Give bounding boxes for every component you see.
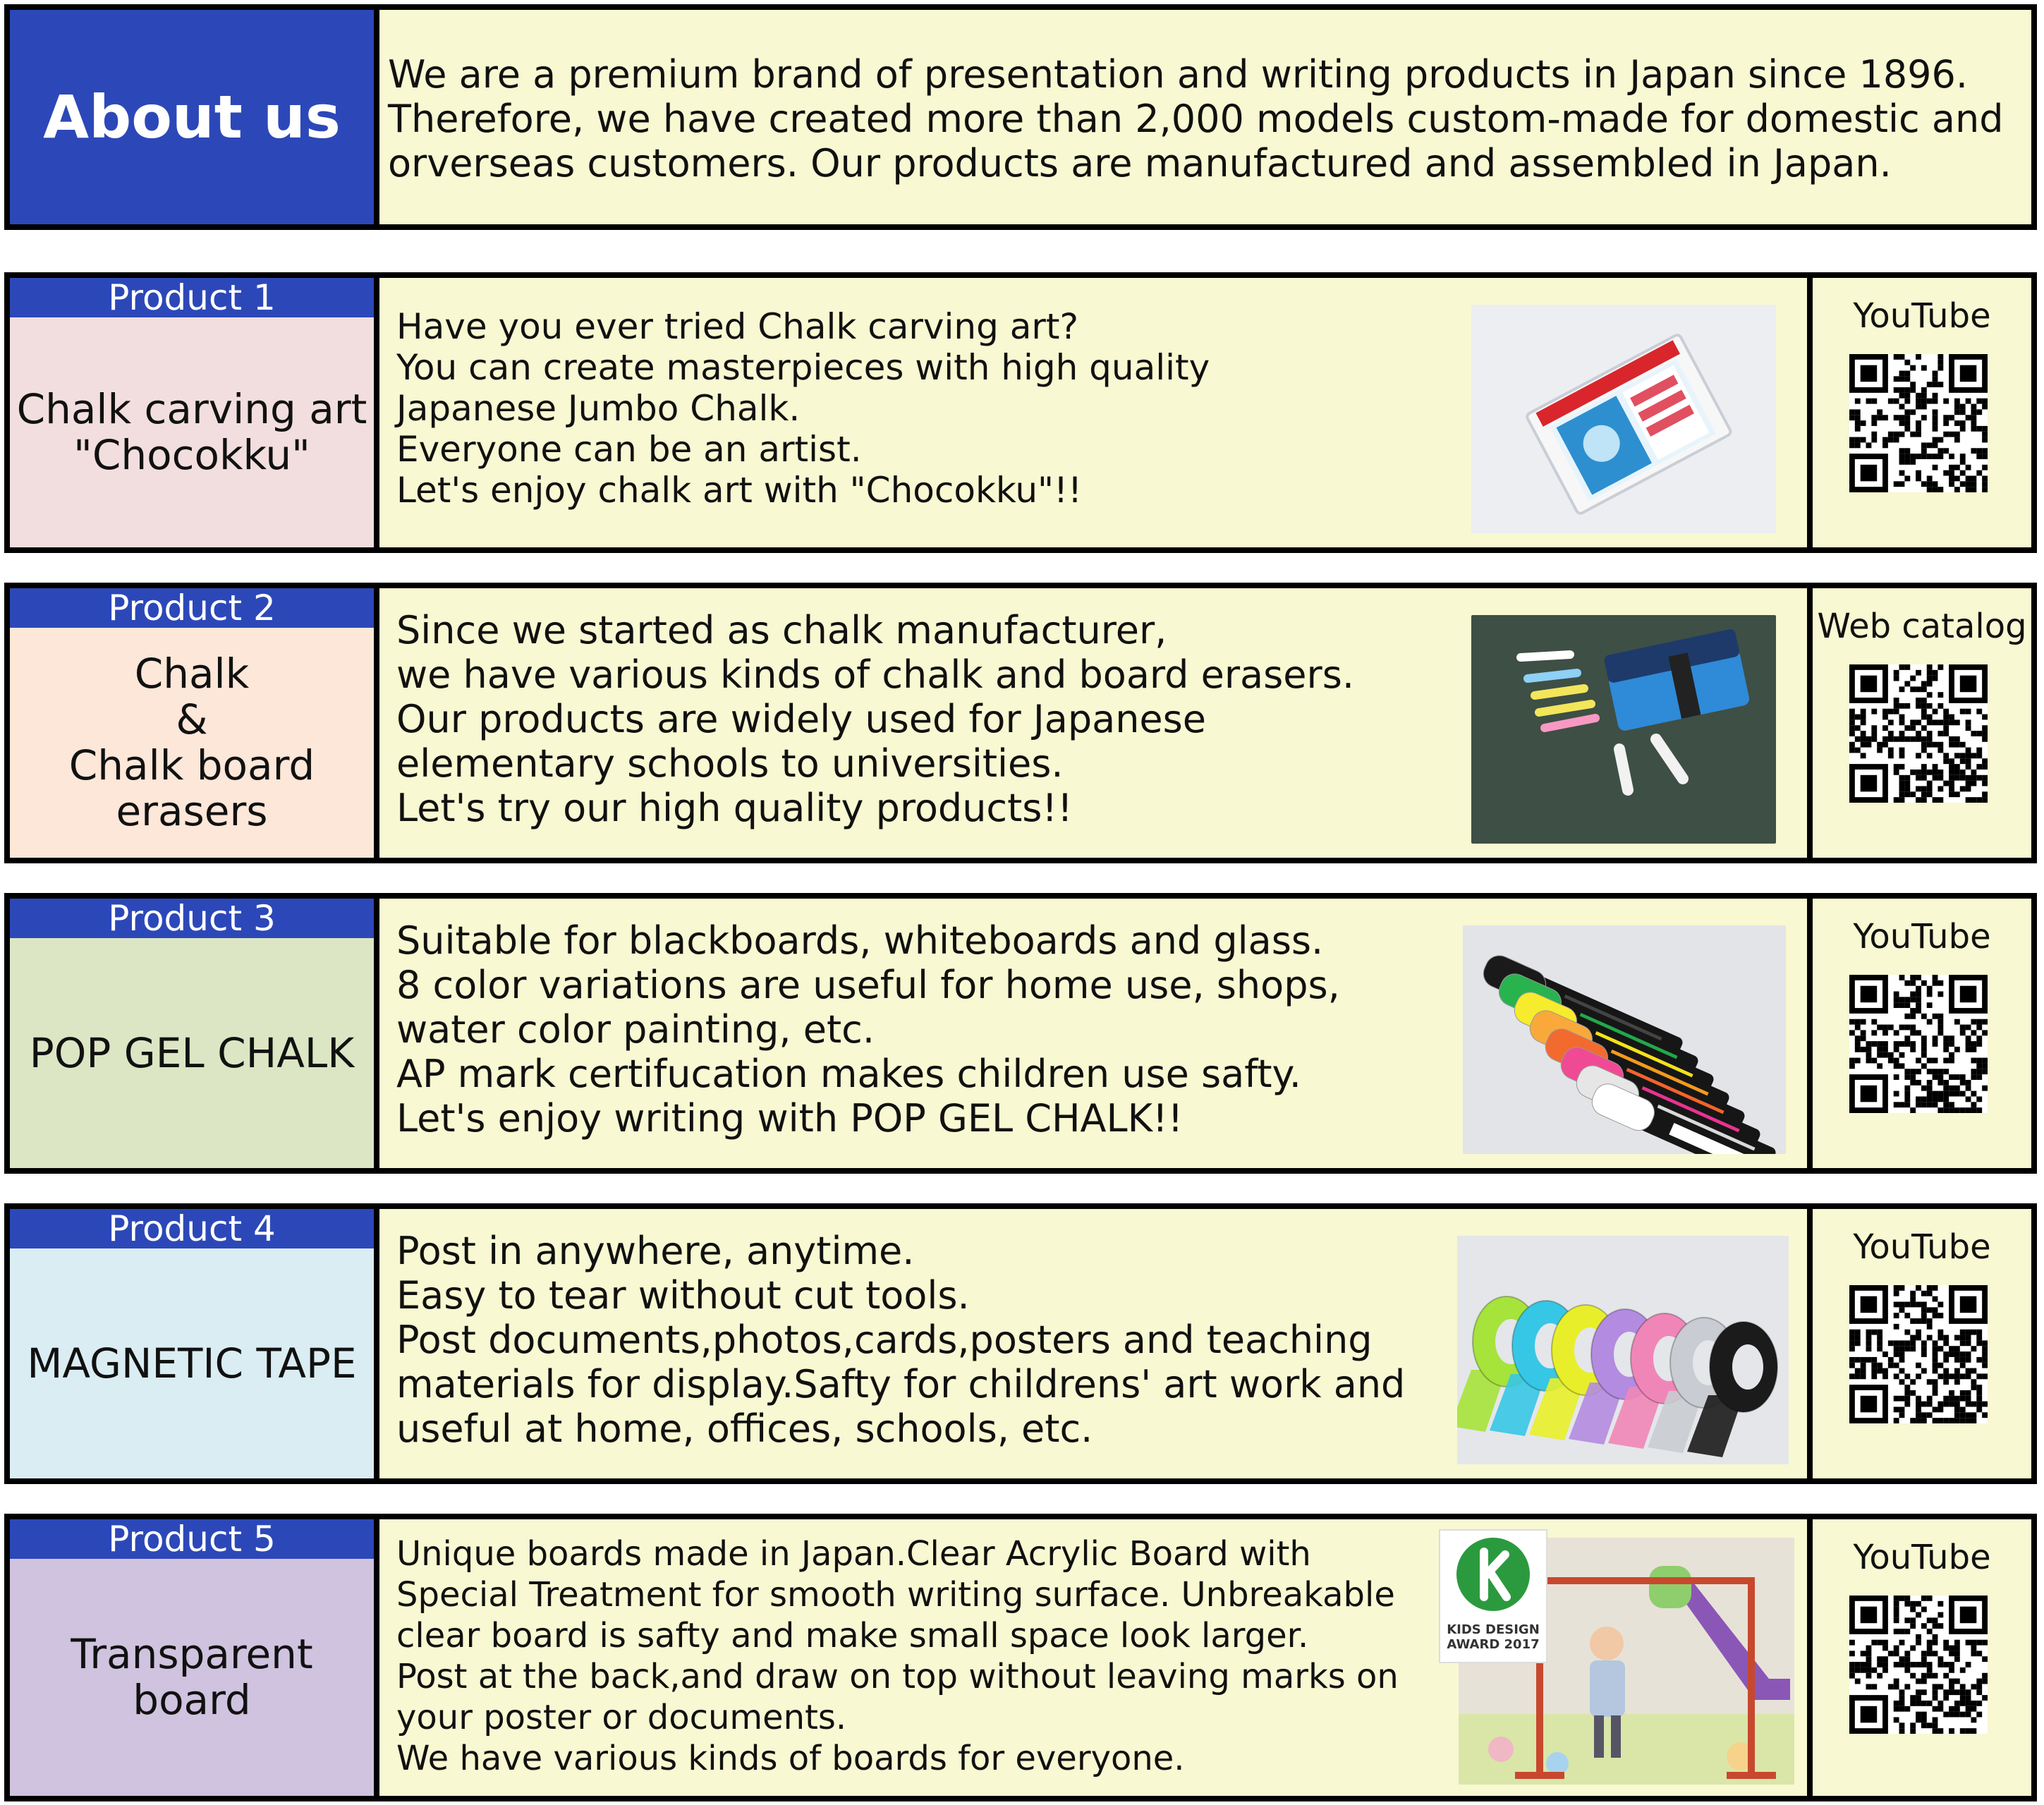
chalk-and-eraser-photo: [1471, 615, 1776, 844]
product-1-description: Have you ever tried Chalk carving art? You can create masterpieces with high quality Japanese Jumbo Chalk. Everyone can be an artist. Let's enjoy chalk art with "Chocokku"!!: [396, 306, 1210, 511]
product-5-tag: Product 5: [10, 1519, 374, 1559]
product-2-qr-column: [1807, 588, 2031, 858]
product-3-name: POP GEL CHALK: [29, 1028, 355, 1077]
product-4-tag: Product 4: [10, 1209, 374, 1248]
magnetic-tape-photo: [1457, 1236, 1789, 1464]
product-4-name: MAGNETIC TAPE: [27, 1339, 357, 1387]
product-4-header: [10, 1209, 379, 1478]
chocokku-package-photo: [1471, 305, 1776, 533]
product-2-qr-label: Web catalog: [1817, 607, 2027, 646]
product-3-qr-code[interactable]: [1849, 975, 1988, 1113]
product-4-qr-code[interactable]: [1849, 1285, 1988, 1423]
product-5-description: Unique boards made in Japan.Clear Acrylic Board with Special Treatment for smooth writing surface. Unbreakable clear board is safty and make small space look larger. Post at the back,and draw on top without leaving marks on your poster or documents. We have various kinds of boards for everyone.: [396, 1534, 1399, 1778]
product-5-header: [10, 1519, 379, 1796]
product-5-qr-column: [1807, 1519, 2031, 1796]
product-4-description: Post in anywhere, anytime. Easy to tear without cut tools. Post documents,photos,cards,posters and teaching materials for display.Safty for childrens' art work and useful at home, offices, schools, etc.: [396, 1229, 1406, 1451]
product-1-qr-code[interactable]: [1849, 354, 1988, 492]
product-2-row: [4, 583, 2037, 863]
product-3-row: [4, 893, 2037, 1174]
product-2-name: Chalk & Chalk board erasers: [68, 650, 315, 835]
product-2-qr-code[interactable]: [1849, 664, 1988, 803]
product-3-qr-label: YouTube: [1853, 917, 1991, 956]
product-4-qr-label: YouTube: [1853, 1227, 1991, 1267]
product-1-qr-label: YouTube: [1853, 296, 1991, 336]
product-1-header: [10, 278, 379, 547]
product-4-qr-column: [1807, 1209, 2031, 1478]
product-2-description: Since we started as chalk manufacturer, we have various kinds of chalk and board erasers. Our products are widely used for Japanese elementary schools to universities. Let's try our high quality products!!: [396, 608, 1354, 830]
product-1-row: [4, 272, 2037, 553]
product-3-description: Suitable for blackboards, whiteboards and glass. 8 color variations are useful for home use, shops, water color painting, etc. AP mark certifucation makes children use safty. Let's enjoy writing with POP GEL CHALK!!: [396, 918, 1340, 1141]
product-2-tag: Product 2: [10, 588, 374, 628]
product-1-tag: Product 1: [10, 278, 374, 317]
product-5-name: Transparent board: [71, 1630, 313, 1724]
product-3-tag: Product 3: [10, 899, 374, 938]
award-line-1: KIDS DESIGN: [1447, 1622, 1540, 1637]
product-5-qr-code[interactable]: [1849, 1596, 1988, 1734]
award-line-2: AWARD 2017: [1447, 1637, 1540, 1652]
about-text: We are a premium brand of presentation and writing products in Japan since 1896. Therefore, we have created more than 2,000 models custom-made for domestic and orverseas customers. Our products are manufactured and assembled in Japan.: [388, 52, 2004, 186]
product-1-qr-column: [1807, 278, 2031, 547]
product-4-row: [4, 1203, 2037, 1484]
kids-design-award-logo: [1439, 1529, 1547, 1663]
product-5-row: [4, 1514, 2037, 1801]
about-title: About us: [10, 10, 379, 224]
product-5-qr-label: YouTube: [1853, 1538, 1991, 1577]
product-2-header: [10, 588, 379, 858]
pop-gel-chalk-photo: [1463, 925, 1786, 1154]
product-1-name: Chalk carving art "Chocokku": [16, 385, 367, 479]
about-section: [4, 4, 2037, 230]
product-3-header: [10, 899, 379, 1168]
product-3-qr-column: [1807, 899, 2031, 1168]
